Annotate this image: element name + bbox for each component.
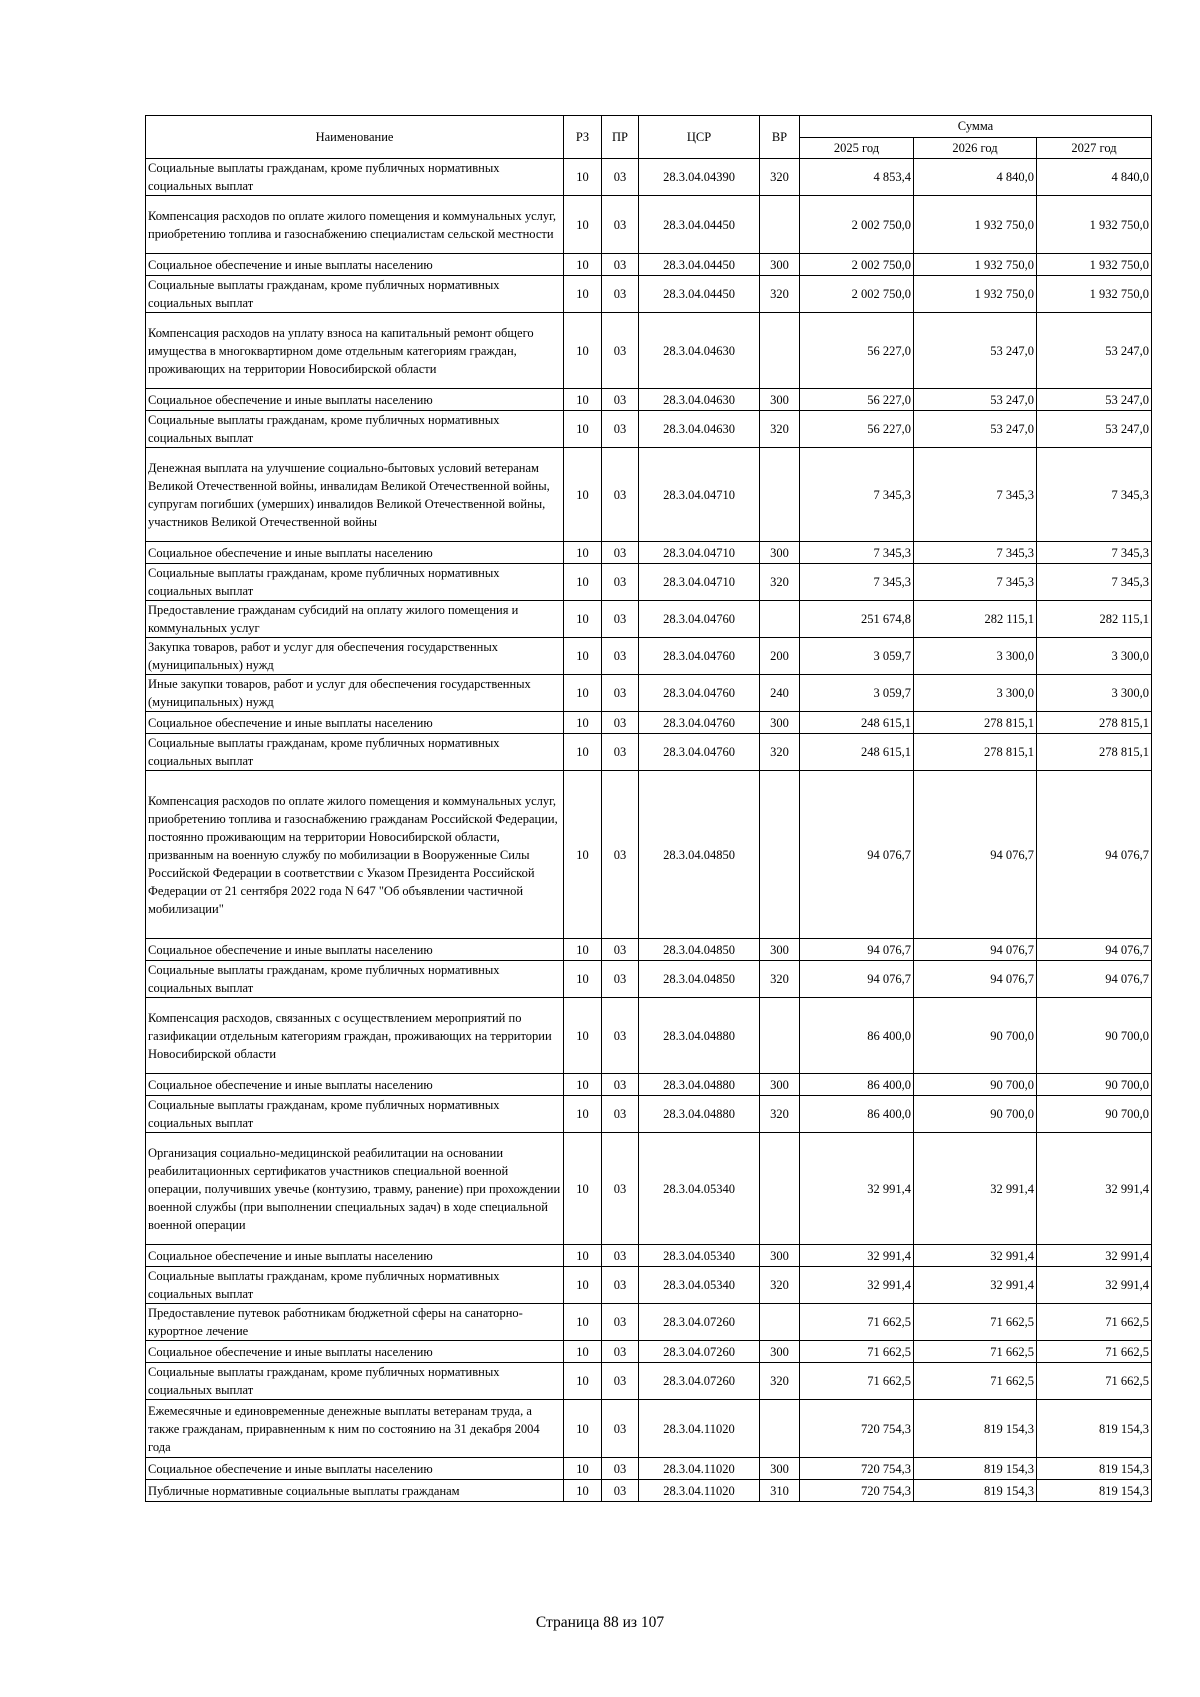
table-row (146, 1480, 1152, 1502)
cell-rz: 10 (564, 254, 602, 276)
table-row (146, 712, 1152, 734)
cell-pr: 03 (602, 712, 639, 734)
cell-vr: 300 (760, 1341, 800, 1363)
cell-pr: 03 (602, 254, 639, 276)
cell-2027: 71 662,5 (1037, 1341, 1152, 1363)
cell-2026: 1 932 750,0 (914, 254, 1037, 276)
budget-table (145, 115, 1152, 1502)
cell-vr: 320 (760, 1363, 800, 1400)
cell-2025: 94 076,7 (800, 939, 914, 961)
table-row (146, 601, 1152, 638)
cell-csr: 28.3.04.04710 (639, 564, 760, 601)
cell-name: Социальные выплаты гражданам, кроме публичных нормативных социальных выплат (146, 734, 564, 771)
cell-vr (760, 448, 800, 542)
cell-2025: 56 227,0 (800, 389, 914, 411)
cell-pr: 03 (602, 196, 639, 254)
table-row (146, 771, 1152, 939)
cell-pr: 03 (602, 389, 639, 411)
cell-pr: 03 (602, 1363, 639, 1400)
cell-vr: 300 (760, 712, 800, 734)
cell-2026: 53 247,0 (914, 313, 1037, 389)
cell-csr: 28.3.04.04710 (639, 542, 760, 564)
cell-vr (760, 1133, 800, 1245)
cell-2027: 1 932 750,0 (1037, 196, 1152, 254)
cell-vr: 320 (760, 961, 800, 998)
cell-rz: 10 (564, 961, 602, 998)
cell-vr: 300 (760, 254, 800, 276)
header-2026: 2026 год (914, 137, 1037, 159)
cell-name: Социальные выплаты гражданам, кроме публичных нормативных социальных выплат (146, 1363, 564, 1400)
cell-name: Социальные выплаты гражданам, кроме публичных нормативных социальных выплат (146, 1096, 564, 1133)
table-row (146, 961, 1152, 998)
cell-2025: 32 991,4 (800, 1267, 914, 1304)
cell-csr: 28.3.04.04760 (639, 712, 760, 734)
cell-rz: 10 (564, 1074, 602, 1096)
cell-2027: 3 300,0 (1037, 675, 1152, 712)
header-2027: 2027 год (1037, 137, 1152, 159)
cell-2025: 2 002 750,0 (800, 276, 914, 313)
cell-2027: 278 815,1 (1037, 712, 1152, 734)
cell-2027: 53 247,0 (1037, 313, 1152, 389)
cell-name: Социальное обеспечение и иные выплаты населению (146, 1341, 564, 1363)
page-number: Страница 88 из 107 (535, 1614, 665, 1631)
cell-rz: 10 (564, 638, 602, 675)
cell-2025: 720 754,3 (800, 1400, 914, 1458)
cell-2025: 86 400,0 (800, 998, 914, 1074)
cell-2027: 1 932 750,0 (1037, 254, 1152, 276)
cell-2026: 7 345,3 (914, 564, 1037, 601)
cell-pr: 03 (602, 1074, 639, 1096)
cell-rz: 10 (564, 939, 602, 961)
cell-2025: 32 991,4 (800, 1245, 914, 1267)
cell-vr: 320 (760, 1267, 800, 1304)
cell-csr: 28.3.04.07260 (639, 1304, 760, 1341)
cell-rz: 10 (564, 448, 602, 542)
cell-csr: 28.3.04.05340 (639, 1245, 760, 1267)
cell-2027: 90 700,0 (1037, 1096, 1152, 1133)
cell-2026: 1 932 750,0 (914, 196, 1037, 254)
cell-rz: 10 (564, 159, 602, 196)
cell-name: Закупка товаров, работ и услуг для обеспечения государственных (муниципальных) нужд (146, 638, 564, 675)
cell-2026: 7 345,3 (914, 542, 1037, 564)
cell-csr: 28.3.04.04710 (639, 448, 760, 542)
cell-csr: 28.3.04.04850 (639, 771, 760, 939)
cell-rz: 10 (564, 1363, 602, 1400)
cell-vr (760, 1304, 800, 1341)
table-row (146, 675, 1152, 712)
cell-2025: 56 227,0 (800, 411, 914, 448)
cell-2025: 3 059,7 (800, 675, 914, 712)
cell-pr: 03 (602, 1480, 639, 1502)
header-csr: ЦСР (639, 116, 760, 159)
cell-2026: 71 662,5 (914, 1363, 1037, 1400)
table-row (146, 1096, 1152, 1133)
header-rz: РЗ (564, 116, 602, 159)
cell-csr: 28.3.04.04450 (639, 254, 760, 276)
cell-vr: 320 (760, 159, 800, 196)
cell-pr: 03 (602, 961, 639, 998)
cell-2025: 71 662,5 (800, 1304, 914, 1341)
cell-pr: 03 (602, 564, 639, 601)
cell-2027: 819 154,3 (1037, 1400, 1152, 1458)
cell-rz: 10 (564, 196, 602, 254)
cell-rz: 10 (564, 712, 602, 734)
cell-csr: 28.3.04.05340 (639, 1267, 760, 1304)
header-2025: 2025 год (800, 137, 914, 159)
cell-2027: 819 154,3 (1037, 1458, 1152, 1480)
cell-pr: 03 (602, 771, 639, 939)
table-row (146, 542, 1152, 564)
cell-2025: 7 345,3 (800, 564, 914, 601)
cell-2026: 819 154,3 (914, 1400, 1037, 1458)
cell-name: Социальные выплаты гражданам, кроме публичных нормативных социальных выплат (146, 159, 564, 196)
cell-csr: 28.3.04.05340 (639, 1133, 760, 1245)
cell-2027: 32 991,4 (1037, 1267, 1152, 1304)
cell-2027: 4 840,0 (1037, 159, 1152, 196)
cell-rz: 10 (564, 734, 602, 771)
cell-2027: 90 700,0 (1037, 998, 1152, 1074)
cell-pr: 03 (602, 542, 639, 564)
cell-name: Ежемесячные и единовременные денежные выплаты ветеранам труда, а также гражданам, приравненным к ним по состоянию на 31 декабря 2004 года (146, 1400, 564, 1458)
cell-name: Социальные выплаты гражданам, кроме публичных нормативных социальных выплат (146, 276, 564, 313)
cell-vr: 240 (760, 675, 800, 712)
cell-vr: 200 (760, 638, 800, 675)
cell-pr: 03 (602, 1304, 639, 1341)
table-row (146, 734, 1152, 771)
table-row (146, 1341, 1152, 1363)
cell-vr (760, 998, 800, 1074)
cell-2027: 278 815,1 (1037, 734, 1152, 771)
cell-2025: 248 615,1 (800, 712, 914, 734)
cell-pr: 03 (602, 1133, 639, 1245)
cell-rz: 10 (564, 313, 602, 389)
cell-2026: 32 991,4 (914, 1245, 1037, 1267)
cell-2025: 7 345,3 (800, 542, 914, 564)
cell-csr: 28.3.04.11020 (639, 1458, 760, 1480)
cell-pr: 03 (602, 1245, 639, 1267)
cell-rz: 10 (564, 1267, 602, 1304)
table-row (146, 1458, 1152, 1480)
header-vr: ВР (760, 116, 800, 159)
table-row (146, 159, 1152, 196)
cell-vr: 320 (760, 276, 800, 313)
cell-2027: 7 345,3 (1037, 448, 1152, 542)
cell-name: Социальное обеспечение и иные выплаты населению (146, 542, 564, 564)
cell-csr: 28.3.04.04760 (639, 638, 760, 675)
cell-2025: 32 991,4 (800, 1133, 914, 1245)
table-row (146, 389, 1152, 411)
cell-name: Социальное обеспечение и иные выплаты населению (146, 389, 564, 411)
table-row (146, 1074, 1152, 1096)
cell-name: Социальное обеспечение и иные выплаты населению (146, 254, 564, 276)
cell-2027: 1 932 750,0 (1037, 276, 1152, 313)
table-row (146, 1267, 1152, 1304)
cell-2027: 7 345,3 (1037, 564, 1152, 601)
cell-2027: 90 700,0 (1037, 1074, 1152, 1096)
table-row (146, 564, 1152, 601)
cell-csr: 28.3.04.04630 (639, 313, 760, 389)
cell-2027: 94 076,7 (1037, 961, 1152, 998)
cell-vr: 310 (760, 1480, 800, 1502)
cell-2026: 3 300,0 (914, 638, 1037, 675)
cell-rz: 10 (564, 1458, 602, 1480)
table-row (146, 1400, 1152, 1458)
cell-pr: 03 (602, 313, 639, 389)
cell-csr: 28.3.04.04760 (639, 601, 760, 638)
cell-vr (760, 771, 800, 939)
cell-2025: 94 076,7 (800, 961, 914, 998)
cell-vr: 320 (760, 734, 800, 771)
table-row (146, 638, 1152, 675)
cell-2025: 251 674,8 (800, 601, 914, 638)
cell-rz: 10 (564, 542, 602, 564)
cell-rz: 10 (564, 601, 602, 638)
cell-csr: 28.3.04.04390 (639, 159, 760, 196)
cell-2026: 94 076,7 (914, 939, 1037, 961)
cell-vr: 300 (760, 1245, 800, 1267)
cell-name: Денежная выплата на улучшение социально-бытовых условий ветеранам Великой Отечественной войны, инвалидам Великой Отечественной войны, супругам погибших (умерших) инвалидов Великой Отечественной войны, участников Великой Отечественной войны (146, 448, 564, 542)
cell-csr: 28.3.04.11020 (639, 1400, 760, 1458)
cell-vr: 320 (760, 564, 800, 601)
cell-pr: 03 (602, 998, 639, 1074)
cell-2026: 3 300,0 (914, 675, 1037, 712)
cell-name: Компенсация расходов на уплату взноса на капитальный ремонт общего имущества в многоквартирном доме отдельным категориям граждан, проживающих на территории Новосибирской области (146, 313, 564, 389)
cell-pr: 03 (602, 734, 639, 771)
cell-name: Социальные выплаты гражданам, кроме публичных нормативных социальных выплат (146, 961, 564, 998)
cell-vr: 300 (760, 939, 800, 961)
table-row (146, 998, 1152, 1074)
cell-2026: 53 247,0 (914, 389, 1037, 411)
cell-2027: 32 991,4 (1037, 1245, 1152, 1267)
table-header (146, 116, 1152, 159)
cell-rz: 10 (564, 1341, 602, 1363)
cell-2026: 94 076,7 (914, 771, 1037, 939)
cell-2025: 4 853,4 (800, 159, 914, 196)
cell-2025: 94 076,7 (800, 771, 914, 939)
cell-2026: 71 662,5 (914, 1304, 1037, 1341)
cell-2025: 248 615,1 (800, 734, 914, 771)
cell-vr (760, 601, 800, 638)
cell-rz: 10 (564, 564, 602, 601)
cell-pr: 03 (602, 1341, 639, 1363)
cell-2026: 90 700,0 (914, 1074, 1037, 1096)
cell-name: Социальные выплаты гражданам, кроме публичных нормативных социальных выплат (146, 411, 564, 448)
cell-2026: 1 932 750,0 (914, 276, 1037, 313)
cell-csr: 28.3.04.04760 (639, 675, 760, 712)
cell-2027: 7 345,3 (1037, 542, 1152, 564)
cell-2026: 53 247,0 (914, 411, 1037, 448)
cell-name: Иные закупки товаров, работ и услуг для обеспечения государственных (муниципальных) нужд (146, 675, 564, 712)
cell-csr: 28.3.04.04850 (639, 939, 760, 961)
cell-2025: 720 754,3 (800, 1458, 914, 1480)
cell-2026: 71 662,5 (914, 1341, 1037, 1363)
table-body (146, 159, 1152, 1502)
cell-pr: 03 (602, 159, 639, 196)
cell-name: Социальное обеспечение и иные выплаты населению (146, 1245, 564, 1267)
cell-pr: 03 (602, 1400, 639, 1458)
cell-vr: 300 (760, 1458, 800, 1480)
cell-pr: 03 (602, 675, 639, 712)
cell-pr: 03 (602, 638, 639, 675)
table-row (146, 276, 1152, 313)
cell-vr: 300 (760, 1074, 800, 1096)
cell-vr: 300 (760, 389, 800, 411)
cell-csr: 28.3.04.04880 (639, 1096, 760, 1133)
cell-rz: 10 (564, 1096, 602, 1133)
cell-2025: 2 002 750,0 (800, 254, 914, 276)
cell-2026: 7 345,3 (914, 448, 1037, 542)
table-row (146, 313, 1152, 389)
cell-csr: 28.3.04.04880 (639, 998, 760, 1074)
cell-2025: 71 662,5 (800, 1363, 914, 1400)
cell-name: Организация социально-медицинской реабилитации на основании реабилитационных сертификатов участников специальной военной операции, получивших увечье (контузию, травму, ранение) при прохождении военной службы (при выполнении специальных задач) в ходе специальной военной операции (146, 1133, 564, 1245)
cell-2025: 3 059,7 (800, 638, 914, 675)
cell-csr: 28.3.04.07260 (639, 1363, 760, 1400)
cell-csr: 28.3.04.04850 (639, 961, 760, 998)
cell-rz: 10 (564, 411, 602, 448)
cell-name: Предоставление гражданам субсидий на оплату жилого помещения и коммунальных услуг (146, 601, 564, 638)
cell-vr (760, 196, 800, 254)
cell-2027: 819 154,3 (1037, 1480, 1152, 1502)
cell-2026: 282 115,1 (914, 601, 1037, 638)
cell-2026: 32 991,4 (914, 1133, 1037, 1245)
table-row (146, 411, 1152, 448)
cell-name: Компенсация расходов, связанных с осуществлением мероприятий по газификации отдельным категориям граждан, проживающих на территории Новосибирской области (146, 998, 564, 1074)
budget-page (145, 115, 1151, 1502)
cell-2027: 32 991,4 (1037, 1133, 1152, 1245)
cell-2025: 56 227,0 (800, 313, 914, 389)
cell-2026: 278 815,1 (914, 734, 1037, 771)
cell-rz: 10 (564, 998, 602, 1074)
cell-name: Социальное обеспечение и иные выплаты населению (146, 939, 564, 961)
cell-2026: 32 991,4 (914, 1267, 1037, 1304)
cell-2026: 819 154,3 (914, 1458, 1037, 1480)
cell-name: Социальные выплаты гражданам, кроме публичных нормативных социальных выплат (146, 1267, 564, 1304)
table-row (146, 254, 1152, 276)
cell-2027: 71 662,5 (1037, 1363, 1152, 1400)
header-pr: ПР (602, 116, 639, 159)
cell-pr: 03 (602, 276, 639, 313)
cell-rz: 10 (564, 1304, 602, 1341)
cell-2027: 53 247,0 (1037, 389, 1152, 411)
table-row (146, 1133, 1152, 1245)
cell-csr: 28.3.04.11020 (639, 1480, 760, 1502)
cell-2025: 720 754,3 (800, 1480, 914, 1502)
cell-vr (760, 1400, 800, 1458)
cell-rz: 10 (564, 1480, 602, 1502)
table-row (146, 448, 1152, 542)
cell-pr: 03 (602, 939, 639, 961)
cell-2025: 86 400,0 (800, 1074, 914, 1096)
cell-rz: 10 (564, 1400, 602, 1458)
cell-2027: 94 076,7 (1037, 939, 1152, 961)
cell-csr: 28.3.04.04630 (639, 389, 760, 411)
cell-rz: 10 (564, 771, 602, 939)
cell-rz: 10 (564, 276, 602, 313)
cell-2027: 94 076,7 (1037, 771, 1152, 939)
table-row (146, 1304, 1152, 1341)
cell-csr: 28.3.04.04760 (639, 734, 760, 771)
cell-vr (760, 313, 800, 389)
cell-2026: 278 815,1 (914, 712, 1037, 734)
cell-2025: 71 662,5 (800, 1341, 914, 1363)
cell-pr: 03 (602, 1096, 639, 1133)
cell-2025: 7 345,3 (800, 448, 914, 542)
cell-pr: 03 (602, 411, 639, 448)
table-row (146, 196, 1152, 254)
cell-2026: 90 700,0 (914, 1096, 1037, 1133)
cell-2026: 4 840,0 (914, 159, 1037, 196)
cell-csr: 28.3.04.04450 (639, 276, 760, 313)
cell-2026: 819 154,3 (914, 1480, 1037, 1502)
cell-name: Социальное обеспечение и иные выплаты населению (146, 1458, 564, 1480)
cell-rz: 10 (564, 1245, 602, 1267)
cell-2027: 282 115,1 (1037, 601, 1152, 638)
cell-2027: 3 300,0 (1037, 638, 1152, 675)
cell-vr: 320 (760, 1096, 800, 1133)
cell-2025: 2 002 750,0 (800, 196, 914, 254)
cell-rz: 10 (564, 1133, 602, 1245)
cell-rz: 10 (564, 675, 602, 712)
table-row (146, 939, 1152, 961)
cell-2026: 94 076,7 (914, 961, 1037, 998)
cell-name: Предоставление путевок работникам бюджетной сферы на санаторно-курортное лечение (146, 1304, 564, 1341)
cell-2027: 53 247,0 (1037, 411, 1152, 448)
cell-csr: 28.3.04.04450 (639, 196, 760, 254)
header-name: Наименование (146, 116, 564, 159)
cell-name: Социальные выплаты гражданам, кроме публичных нормативных социальных выплат (146, 564, 564, 601)
header-sum: Сумма (800, 116, 1152, 138)
cell-pr: 03 (602, 1458, 639, 1480)
cell-csr: 28.3.04.04630 (639, 411, 760, 448)
cell-vr: 320 (760, 411, 800, 448)
cell-name: Социальное обеспечение и иные выплаты населению (146, 712, 564, 734)
cell-pr: 03 (602, 448, 639, 542)
cell-pr: 03 (602, 1267, 639, 1304)
cell-name: Социальное обеспечение и иные выплаты населению (146, 1074, 564, 1096)
table-row (146, 1363, 1152, 1400)
cell-rz: 10 (564, 389, 602, 411)
cell-name: Компенсация расходов по оплате жилого помещения и коммунальных услуг, приобретению топлива и газоснабжению специалистам сельской местности (146, 196, 564, 254)
cell-csr: 28.3.04.04880 (639, 1074, 760, 1096)
cell-name: Компенсация расходов по оплате жилого помещения и коммунальных услуг, приобретению топлива и газоснабжению гражданам Российской Федерации, постоянно проживающим на территории Новосибирской области, призванным на военную службу по мобилизации в Вооруженные Силы Российской Федерации в соответствии с Указом Президента Российской Федерации от 21 сентября 2022 года N 647 "Об объявлении частичной мобилизации" (146, 771, 564, 939)
cell-2027: 71 662,5 (1037, 1304, 1152, 1341)
cell-csr: 28.3.04.07260 (639, 1341, 760, 1363)
cell-pr: 03 (602, 601, 639, 638)
cell-2026: 90 700,0 (914, 998, 1037, 1074)
cell-vr: 300 (760, 542, 800, 564)
table-row (146, 1245, 1152, 1267)
cell-name: Публичные нормативные социальные выплаты гражданам (146, 1480, 564, 1502)
cell-2025: 86 400,0 (800, 1096, 914, 1133)
